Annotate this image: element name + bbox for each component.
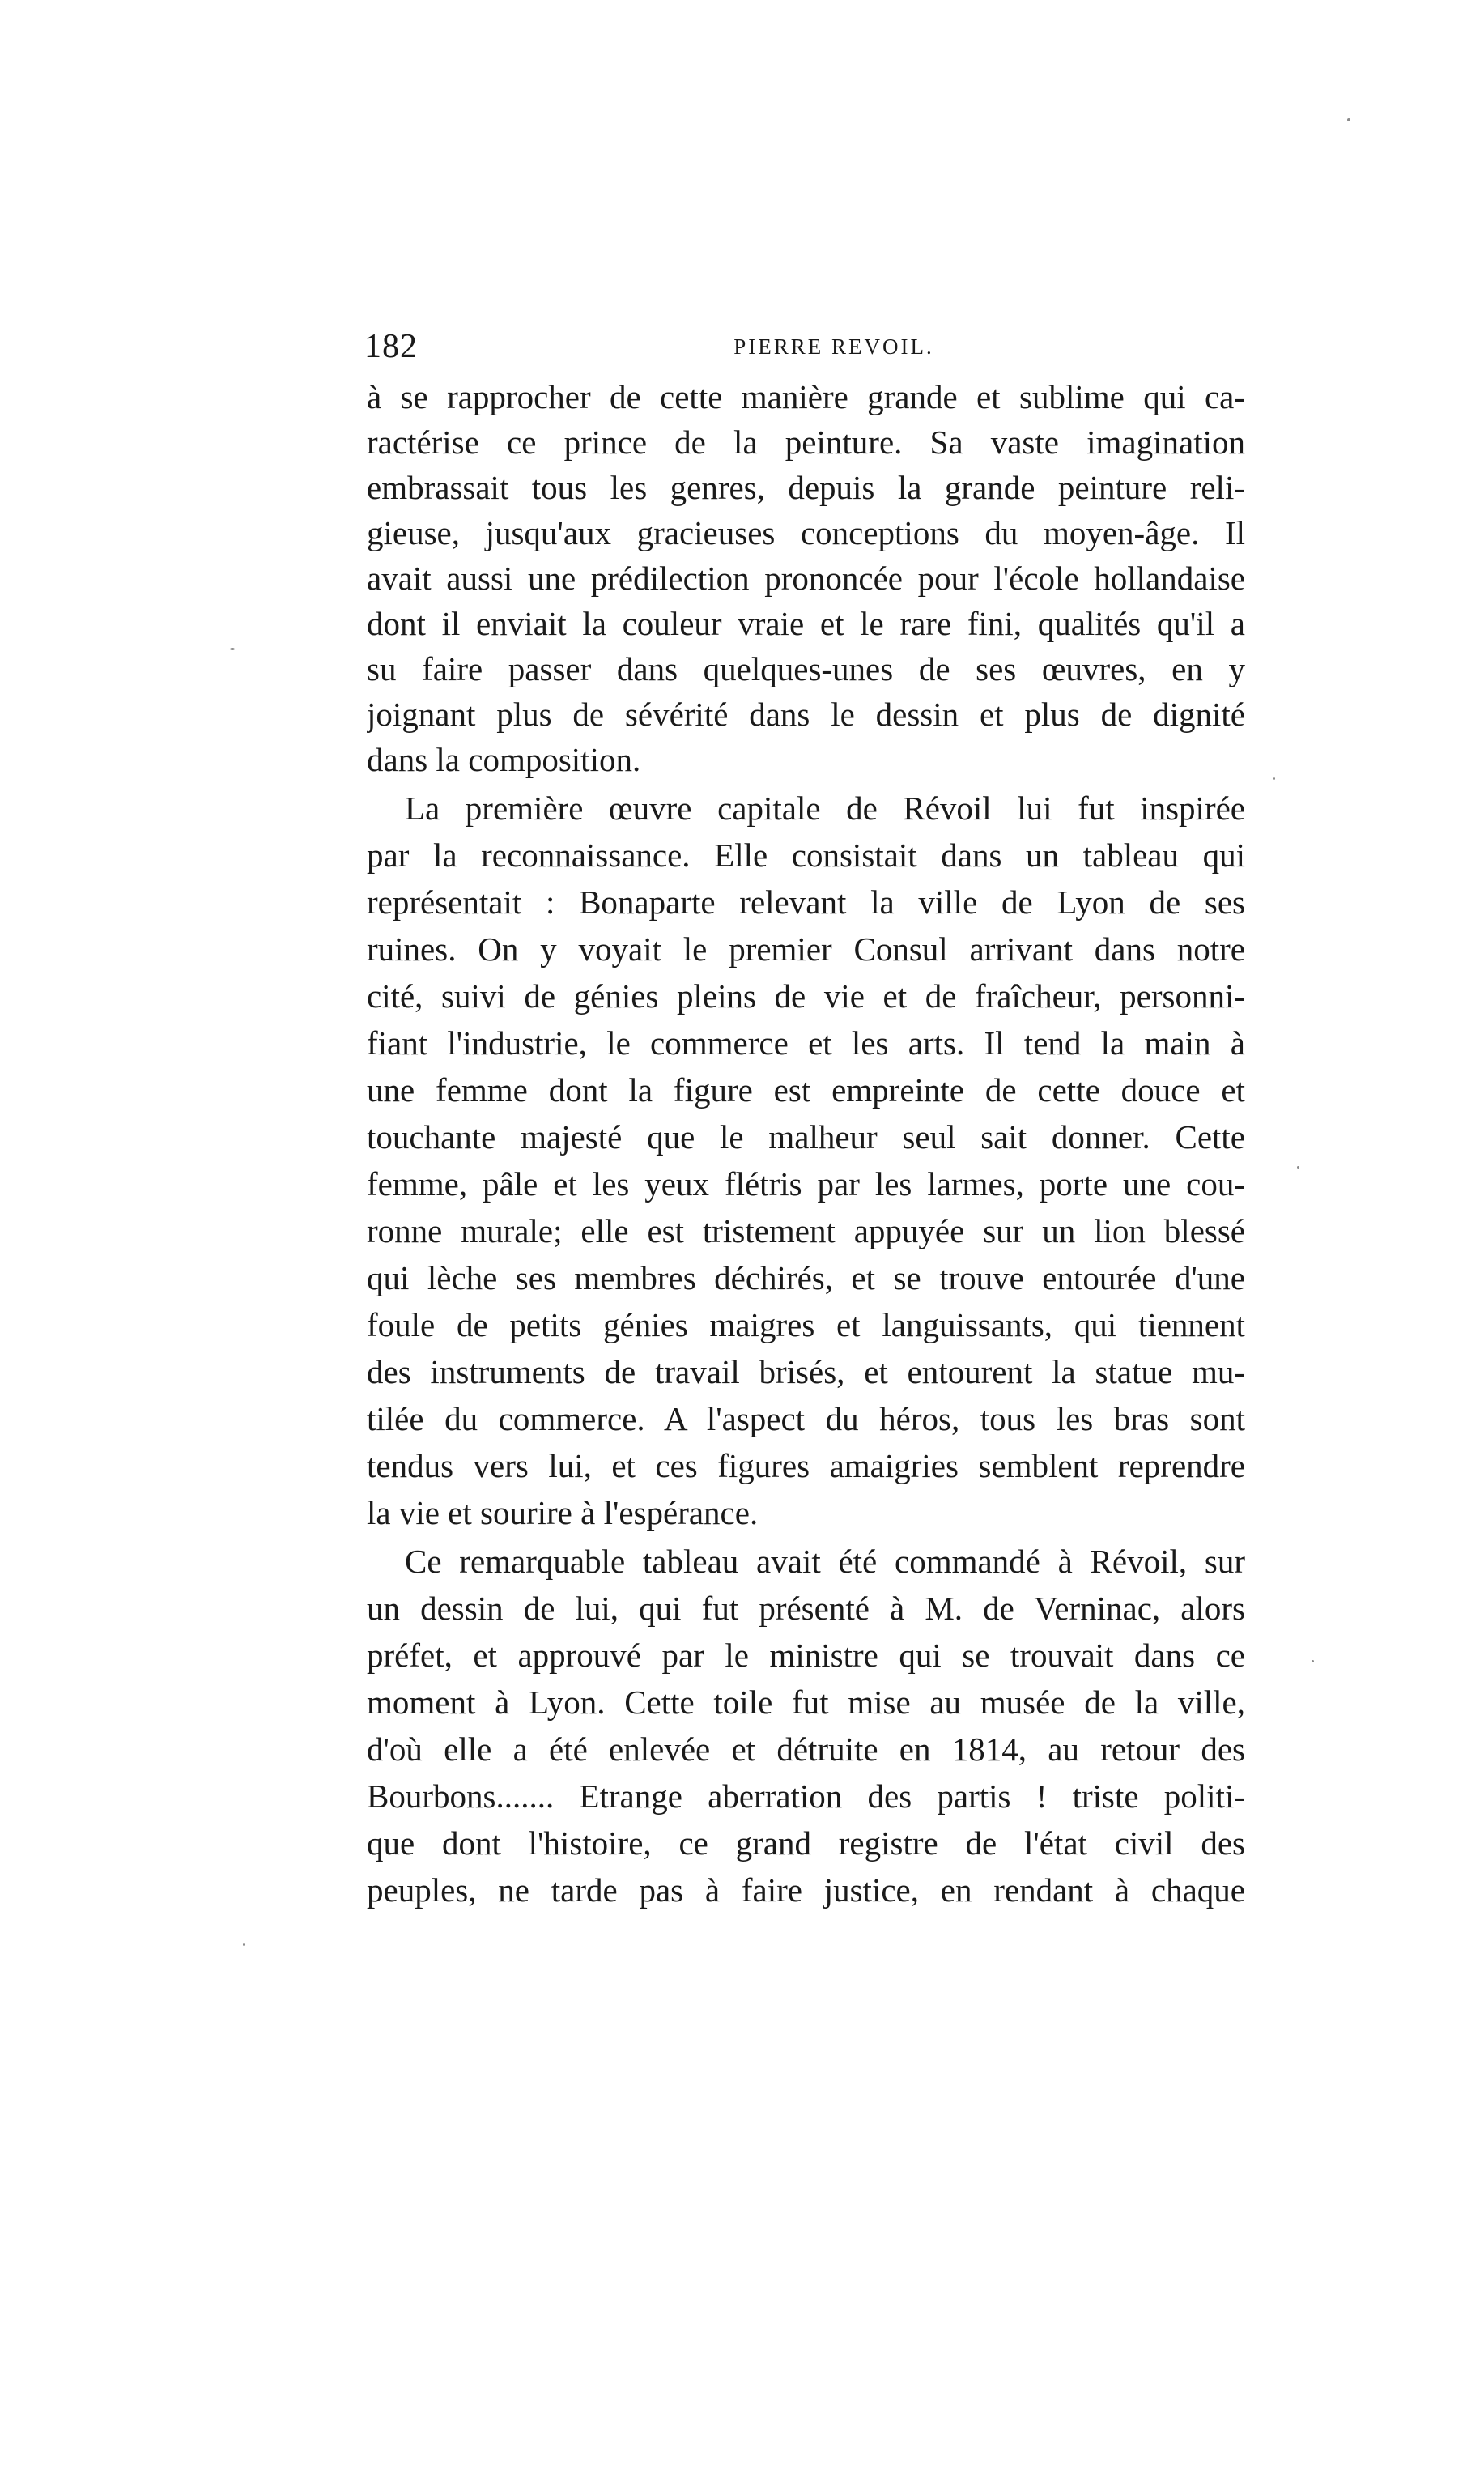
text-line: Ce remarquable tableau avait été commandé à Révoil, sur [405,1543,1245,1580]
text-line: fiant l'industrie, le commerce et les arts. Il tend la main à [367,1024,1245,1062]
text-line: que dont l'histoire, ce grand registre de l'état civil des [367,1824,1245,1862]
text-line: tilée du commerce. A l'aspect du héros, tous les bras sont [367,1400,1245,1437]
text-line: gieuse, jusqu'aux gracieuses conceptions du moyen-âge. Il [367,514,1245,551]
text-line: La première œuvre capitale de Révoil lui fut inspirée [405,790,1245,827]
text-line: dont il enviait la couleur vraie et le rare fini, qualités qu'il a [367,605,1245,642]
text-line: touchante majesté que le malheur seul sait donner. Cette [367,1118,1245,1156]
text-line: femme, pâle et les yeux flétris par les larmes, porte une cou- [367,1165,1245,1203]
page-header [364,322,1247,371]
text-line: tendus vers lui, et ces figures amaigries semblent reprendre [367,1447,1245,1484]
text-line: un dessin de lui, qui fut présenté à M. de Verninac, alors [367,1590,1245,1627]
text-line: d'où elle a été enlevée et détruite en 1814, au retour des [367,1730,1245,1768]
text-line: dans la composition. [367,741,641,778]
text-line: cité, suivi de génies pleins de vie et de fraîcheur, personni- [367,977,1245,1015]
text-segment: représentait : Bonaparte relevant la ville de Lyon de ses [367,883,1245,921]
scan-speck [1297,1166,1299,1169]
text-line: ronne murale; elle est tristement appuyée sur un lion blessé [367,1212,1245,1249]
text-line: la vie et sourire à l'espérance. [367,1494,759,1531]
text-line: su faire passer dans quelques-unes de ses œuvres, en y [367,650,1245,687]
text-line: joignant plus de sévérité dans le dessin et plus de dignité [367,696,1245,733]
text-line: avait aussi une prédilection prononcée pour l'école hollandaise [367,560,1245,597]
text-line: ractérise ce prince de la peinture. Sa vaste imagination [367,424,1245,461]
text-line [367,879,1245,925]
scan-speck [230,648,235,650]
text-line: une femme dont la figure est empreinte de cette douce et [367,1071,1245,1109]
text-line: peuples, ne tarde pas à faire justice, en rendant à chaque [367,1871,1245,1909]
running-title: PIERRE REVOIL. [733,334,934,359]
text-line: foule de petits génies maigres et languissants, qui tiennent [367,1306,1245,1343]
page-number: 182 [364,328,418,365]
text-line: qui lèche ses membres déchirés, et se trouve entourée d'une [367,1259,1245,1296]
scan-speck [1273,777,1275,780]
text-line: moment à Lyon. Cette toile fut mise au musée de la ville, [367,1684,1245,1721]
scan-speck [243,1943,245,1946]
text-line: à se rapprocher de cette manière grande et sublime qui ca- [367,378,1245,415]
text-line: ruines. On y voyait le premier Consul arrivant dans notre [367,930,1245,968]
text-line: Bourbons....... Etrange aberration des partis ! triste politi- [367,1777,1245,1815]
text-line: préfet, et approuvé par le ministre qui se trouvait dans ce [367,1637,1245,1674]
scan-speck [1347,118,1350,121]
text-line: des instruments de travail brisés, et entourent la statue mu- [367,1353,1245,1390]
text-line: embrassait tous les genres, depuis la grande peinture reli- [367,469,1245,506]
text-line: par la reconnaissance. Elle consistait dans un tableau qui [367,836,1245,874]
scan-speck [1312,1660,1314,1662]
